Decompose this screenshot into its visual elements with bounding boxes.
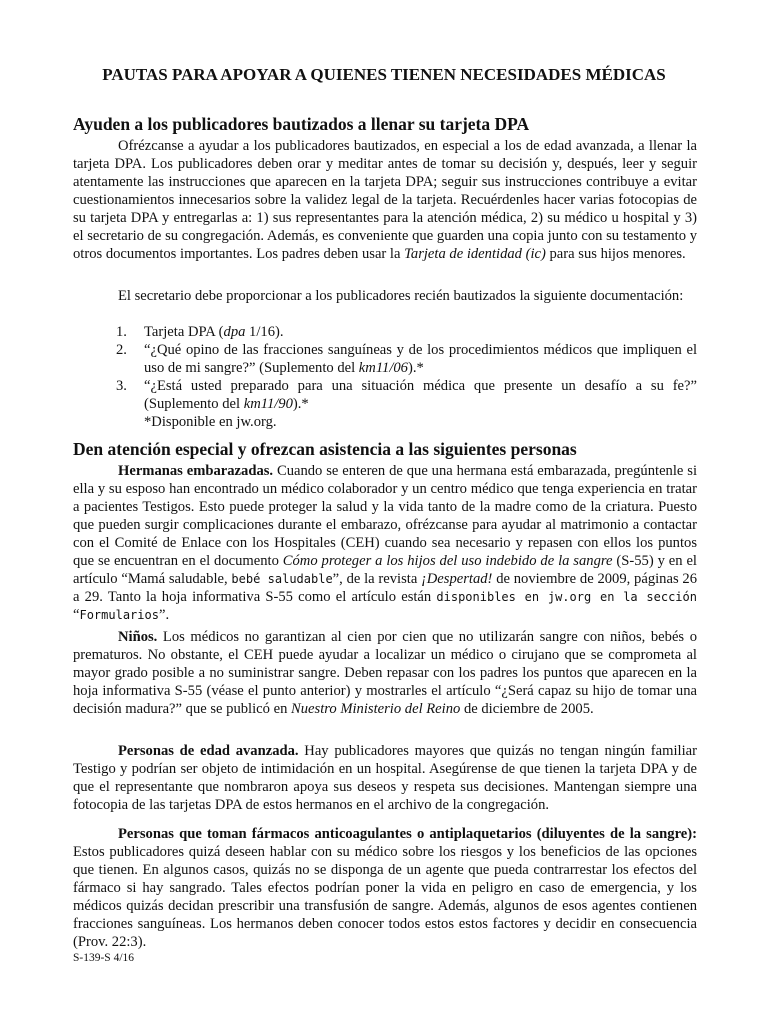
pregnant-text-4: de noviembre de 2009, páginas 26 a 29. Tanto la hoja informativa S-55 como el artículo están xyxy=(73,571,697,605)
secretary-paragraph xyxy=(73,287,697,305)
dpa-text-2: para sus hijos menores. xyxy=(545,246,686,262)
list-item xyxy=(73,377,697,413)
list-item-number: 3. xyxy=(116,378,127,394)
anticoagulant-paragraph xyxy=(73,825,697,951)
pregnant-text-mono-1: bebé saludable xyxy=(231,572,333,586)
list-item-text: “¿Qué opino de las fracciones sanguíneas y de los procedimientos médicos que impliquen el uso de mi sangre?” (Suplemento del xyxy=(144,342,697,376)
dpa-card-title: Tarjeta de identidad (ic) xyxy=(404,246,546,262)
list-item-ref: km11/90 xyxy=(243,396,293,412)
elderly-text: Hay publicadores mayores que quizás no tengan ningún familiar Testigo y podrían ser objeto de intimidación en un hospital. Asegúrense de que tienen la tarjeta DPA y de que el representante que nombraron apoya sus deseos y respeta sus decisiones. Mantengan siempre una fotocopia de las tarjetas DPA de estos hermanos en el archivo de la congregación. xyxy=(73,743,697,813)
pregnant-paragraph xyxy=(73,462,697,624)
magazine-title: ¡Despertad! xyxy=(421,571,493,587)
list-item-text-end: ).* xyxy=(407,360,424,376)
dpa-paragraph xyxy=(73,137,697,263)
list-note xyxy=(73,413,697,431)
anticoagulant-text: Estos publicadores quizá deseen hablar con su médico sobre los riesgos y los beneficios de las opciones que tienen. En algunos casos, quizás no se disponga de un agente que pueda contrarrestar los efectos del fármaco si hay sangrado. Tales efectos podrían poner la vida en peligro en caso de emergencia, y los médicos quizás decidan prescribir una transfusión de sangre. Además, algunos de esos agentes contienen fracciones sanguíneas. Los hermanos deben conocer todos estos estos factores y decidir en consecuencia (Prov. 22:3). xyxy=(73,844,697,950)
secretary-text: El secretario debe proporcionar a los publicadores recién bautizados la siguiente documentación: xyxy=(118,288,684,304)
section-heading-assistance: Den atención especial y ofrezcan asistencia a las siguientes personas xyxy=(73,439,577,459)
pregnant-text-2: (S-55) y en el artículo “Mamá saludable, xyxy=(73,553,697,587)
children-text-2: de diciembre de 2005. xyxy=(460,701,594,717)
list-item-text-end: 1/16). xyxy=(245,324,284,340)
list-item-text-end: ).* xyxy=(292,396,309,412)
children-paragraph xyxy=(73,628,697,718)
documents-list xyxy=(73,323,697,431)
pregnant-text-mono-2: disponibles en jw.org en la sección xyxy=(436,590,697,604)
list-item-number: 2. xyxy=(116,342,127,358)
children-label: Niños. xyxy=(118,629,158,645)
pregnant-text-3: ”, de la revista xyxy=(332,571,422,587)
section-heading-dpa: Ayuden a los publicadores bautizados a llenar su tarjeta DPA xyxy=(73,114,530,134)
children-text-1: Los médicos no garantizan al cien por cien que no utilizarán sangre con niños, bebés o prematuros. No obstante, el CEH puede ayudar a localizar un médico o cirujano que se comprometa al mayor grado posible a no suministrar sangre. Deben repasar con los padres los puntos que aparecen en la hoja informativa S-55 (véase el punto anterior) y mostrarles el artículo “¿Será capaz su hijo de tomar una decisión madura?” que se publicó en xyxy=(73,629,697,717)
pregnant-text-6: ”. xyxy=(158,607,170,623)
elderly-paragraph xyxy=(73,742,697,814)
elderly-label: Personas de edad avanzada. xyxy=(118,743,299,759)
pregnant-text-1: Cuando se enteren de que una hermana está embarazada, pregúntenle si ella y su esposo han encontrado un médico colaborador y un centro médico que tenga experiencia en tratar a pacientes Testigos. Esto puede proteger la salud y la vida tanto de la madre como de la criatura. Puesto que pueden surgir complicaciones durante el embarazo, ofrézcanse para ayudar al matrimonio a contactar con el Comité de Enlace con los Hospitales (CEH) cuando sea necesario y repasen con ellos los puntos que se encuentran en el documento xyxy=(73,463,697,569)
ministry-title: Nuestro Ministerio del Reino xyxy=(291,701,461,717)
pregnant-text-5: “ xyxy=(73,607,80,623)
list-item-ref: km11/06 xyxy=(358,360,408,376)
list-item-ref: dpa xyxy=(223,324,246,340)
dpa-text-1: Ofrézcanse a ayudar a los publicadores bautizados, en especial a los de edad avanzada, a llenar la tarjeta DPA. Los publicadores deben orar y meditar antes de tomar su decisión y, después, leer y seguir atentamente las instrucciones que aparecen en la tarjeta DPA; seguir sus instrucciones contribuye a evitar cuestionamientos innecesarios sobre la validez legal de la tarjeta. Recuérdenles hacer varias fotocopias de su tarjeta DPA y entregarlas a: 1) sus representantes para la atención médica, 2) su médico u hospital y 3) el secretario de su congregación. Además, es conveniente que guarden una copia junto con su testamento y otros documentos importantes. Los padres deben usar la xyxy=(73,138,697,262)
pregnant-label: Hermanas embarazadas. xyxy=(118,463,274,479)
pregnant-text-mono-3: Formularios xyxy=(79,608,159,622)
list-item-text: Tarjeta DPA ( xyxy=(144,324,224,340)
form-code: S-139-S 4/16 xyxy=(73,952,135,964)
list-item-number: 1. xyxy=(116,324,127,340)
list-item xyxy=(73,341,697,377)
availability-note: *Disponible en jw.org. xyxy=(144,414,277,430)
anticoagulant-label: Personas que toman fármacos anticoagulantes o antiplaquetarios (diluyentes de la sangre): xyxy=(118,826,697,842)
list-item-text: “¿Está usted preparado para una situación médica que presente un desafío a su fe?” (Suplemento del xyxy=(144,378,697,412)
document-title: PAUTAS PARA APOYAR A QUIENES TIENEN NECESIDADES MÉDICAS xyxy=(102,65,666,84)
list-item xyxy=(73,323,697,341)
pregnant-doc-title: Cómo proteger a los hijos del uso indebido de la sangre xyxy=(282,553,613,569)
